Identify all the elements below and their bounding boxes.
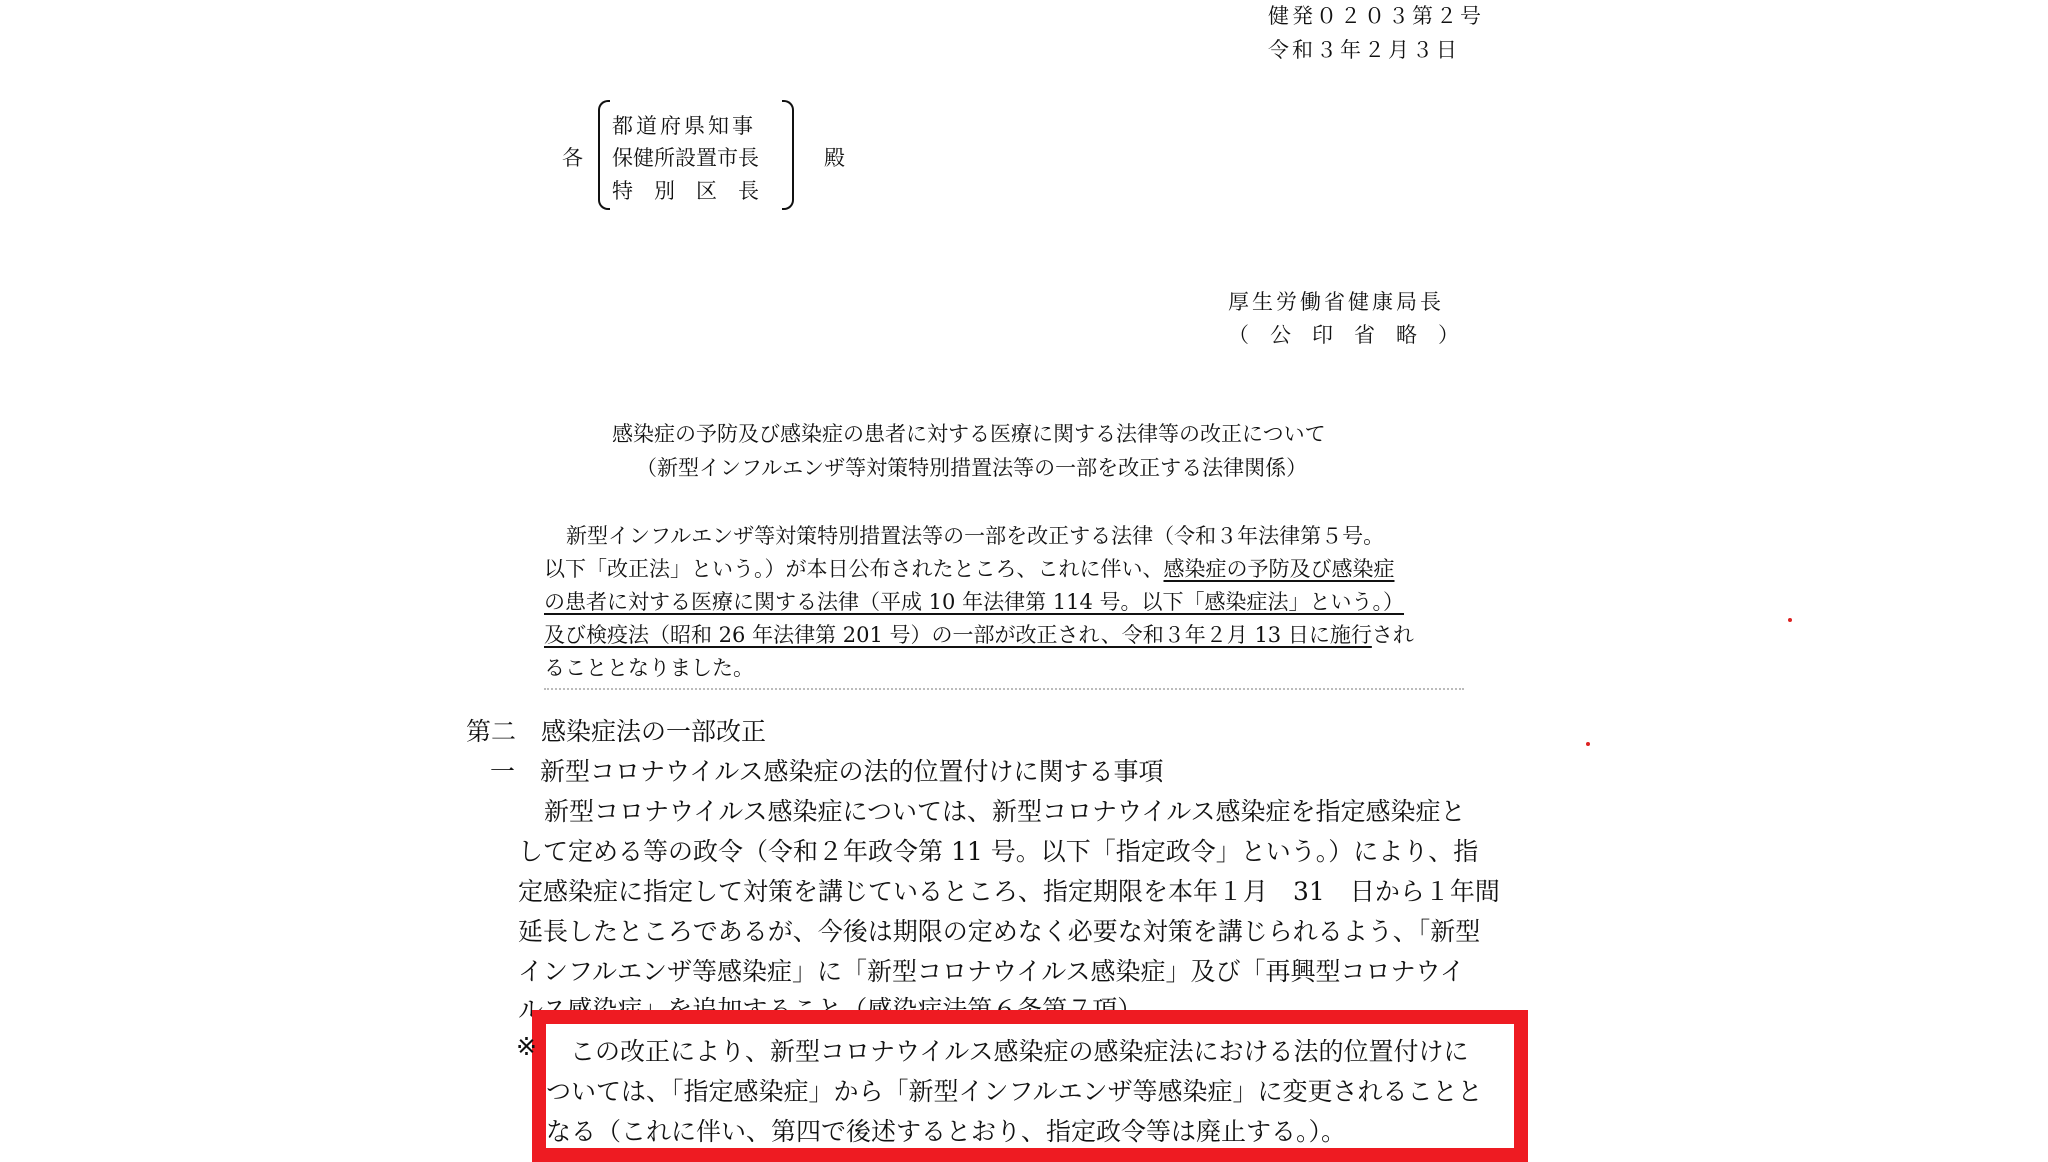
note-mark: ※ xyxy=(516,1032,537,1061)
addressee-line: 都道府県知事 xyxy=(612,114,756,138)
left-brace-icon xyxy=(598,100,610,210)
intro-underlined-line: の患者に対する医療に関する法律（平成 10 年法律第 114 号。以下「感染症法」という。） xyxy=(544,590,1405,614)
body-line: 新型コロナウイルス感染症については、新型コロナウイルス感染症を指定感染症と xyxy=(544,797,1466,826)
intro-line xyxy=(544,553,1395,583)
document-date: 令和３年２月３日 xyxy=(1268,38,1460,62)
body-line: 延長したところであるが、今後は期限の定めなく必要な対策を講じられるよう、「新型 xyxy=(518,917,1481,946)
subject-line-1: 感染症の予防及び感染症の患者に対する医療に関する法律等の改正について xyxy=(612,422,1326,446)
note-line: この改正により、新型コロナウイルス感染症の感染症法における法的位置付けに xyxy=(570,1037,1469,1066)
document-number: 健発０２０３第２号 xyxy=(1268,4,1484,28)
addressee-line: 特 別 区 長 xyxy=(612,179,759,203)
addressee-prefix: 各 xyxy=(562,146,583,170)
intro-underlined-text: 感染症の予防及び感染症 xyxy=(1163,557,1395,581)
body-line: 定感染症に指定して対策を講じているところ、指定期限を本年１月 31 日から１年間 xyxy=(518,877,1500,906)
scan-dot xyxy=(1586,742,1590,746)
body-line: ルス感染症」を追加すること（感染症法第６条第７項） xyxy=(518,995,1143,1024)
intro-line: ることとなりました。 xyxy=(544,656,754,680)
addressee-suffix: 殿 xyxy=(824,146,845,170)
section-heading: 第二 感染症法の一部改正 xyxy=(466,717,767,746)
sender-seal: （ 公 印 省 略 ） xyxy=(1228,323,1459,347)
right-brace-icon xyxy=(782,100,794,210)
scan-dot xyxy=(1788,618,1792,622)
body-line: インフルエンザ等感染症」に「新型コロナウイルス感染症」及び「再興型コロナウイ xyxy=(518,957,1465,986)
addressee-line: 保健所設置市長 xyxy=(612,146,759,170)
intro-text: され xyxy=(1371,623,1414,647)
intro-line xyxy=(544,619,1414,649)
intro-underlined-text: 及び検疫法（昭和 26 年法律第 201 号）の一部が改正され、令和３年２月 13 日に施行 xyxy=(544,623,1372,647)
section-subheading: 一 新型コロナウイルス感染症の法的位置付けに関する事項 xyxy=(490,757,1164,786)
section-separator xyxy=(544,688,1464,690)
sender-title: 厚生労働省健康局長 xyxy=(1228,290,1444,314)
subject-line-2: （新型インフルエンザ等対策特別措置法等の一部を改正する法律関係） xyxy=(636,456,1308,480)
note-line: なる（これに伴い、第四で後述するとおり、指定政令等は廃止する。）。 xyxy=(546,1117,1347,1146)
note-line: ついては、「指定感染症」から「新型インフルエンザ等感染症」に変更されることと xyxy=(546,1077,1483,1106)
body-line: して定める等の政令（令和２年政令第 11 号。以下「指定政令」という。）により、指 xyxy=(518,837,1479,866)
intro-text: 以下「改正法」という。）が本日公布されたところ、これに伴い、 xyxy=(544,557,1164,581)
intro-line: 新型インフルエンザ等対策特別措置法等の一部を改正する法律（令和３年法律第５号。 xyxy=(566,524,1385,548)
